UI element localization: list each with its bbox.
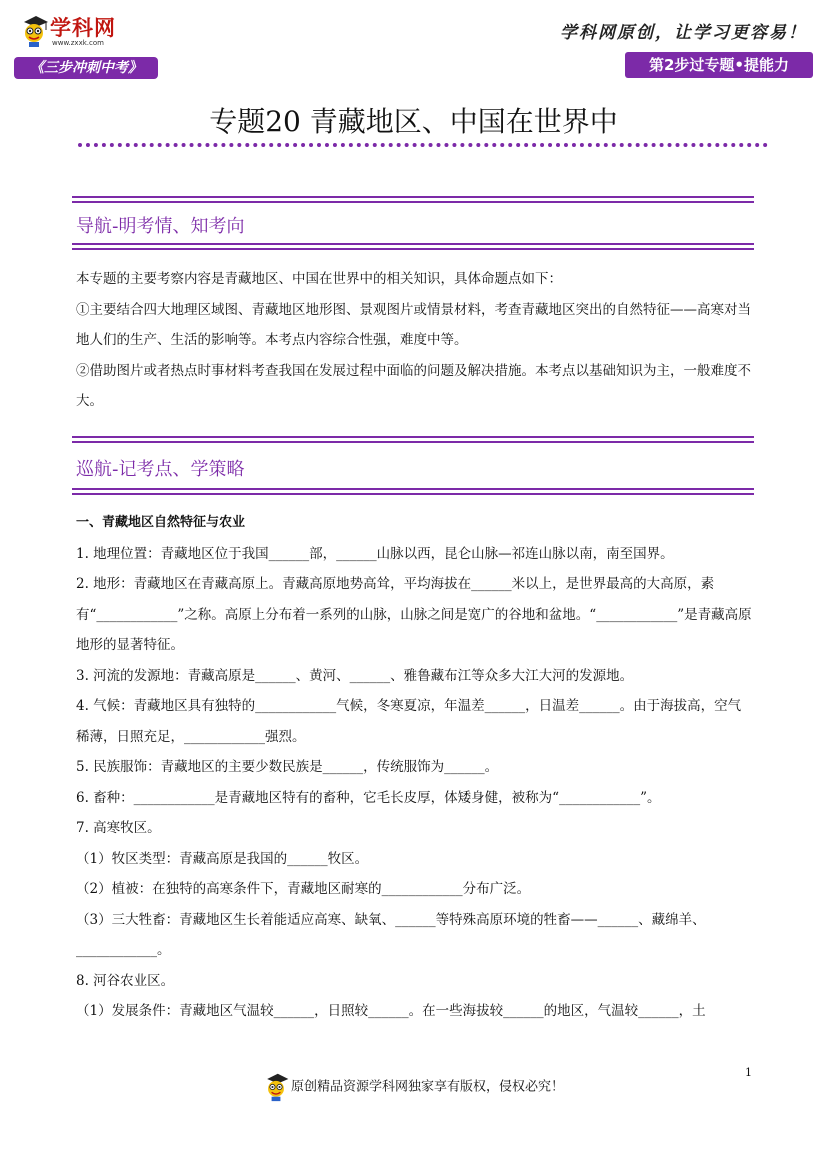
list-item: 6. 畜种：____________是青藏地区特有的畜种，它毛长皮厚，体矮身健，被称为“____________”。 (76, 789, 661, 806)
list-item: （2）植被：在独特的高寒条件下，青藏地区耐寒的____________分布广泛。 (76, 881, 531, 897)
sub-heading: 一、青藏地区自然特征与农业 (76, 515, 246, 530)
list-item: 2. 地形：青藏地区在青藏高原上。青藏高原地势高耸，平均海拔在______米以上，是世界最高的大高原，素有“____________”之称。高原上分布着一系列的山脉，山脉之间是宽广的谷地和盆地。“____________”是青藏高原地形的显著特征。 (76, 576, 752, 653)
series-badge: 《三步冲刺中考》 (14, 57, 158, 79)
section-title-xunhang: 巡航-记考点、学策略 (76, 459, 245, 480)
section-divider (72, 196, 754, 203)
paragraph: 本专题的主要考察内容是青藏地区、中国在世界中的相关知识，具体命题点如下： (76, 271, 562, 287)
list-item: （1）牧区类型：青藏高原是我国的______牧区。 (76, 850, 369, 867)
page-number: 1 (745, 1066, 752, 1079)
list-item: 3. 河流的发源地：青藏高原是______、黄河、______、雅鲁藏布江等众多大江大河的发源地。 (76, 667, 634, 684)
footer-text: 原创精品资源学科网独家享有版权，侵权必究！ (290, 1079, 564, 1095)
list-item: 7. 高寒牧区。 (76, 820, 161, 836)
list-item: （3）三大牲畜：青藏地区生长着能适应高寒、缺氧、______等特殊高原环境的牲畜——______、藏绵羊、____________。 (76, 911, 706, 958)
footer (0, 1072, 827, 1102)
list-item: 4. 气候：青藏地区具有独特的____________气候，冬寒夏凉，年温差______，日温差______。由于海拔高，空气稀薄，日照充足，____________强烈。 (76, 698, 742, 745)
section-divider (72, 436, 754, 443)
page-title: 专题20 青藏地区、中国在世界中 (209, 105, 618, 138)
list-item: 5. 民族服饰：青藏地区的主要少数民族是______，传统服饰为______。 (76, 759, 499, 775)
section-divider (72, 243, 754, 250)
mascot-icon (20, 14, 48, 48)
logo-url: www.zxxk.com (52, 39, 104, 47)
list-item: 8. 河谷农业区。 (76, 972, 175, 989)
mascot-icon (263, 1072, 289, 1102)
title-divider (78, 143, 768, 147)
xunhang-content (76, 508, 754, 1027)
daohang-content (76, 264, 754, 417)
paragraph: ①主要结合四大地理区域图、青藏地区地形图、景观图片或情景材料，考查青藏地区突出的自然特征——高寒对当地人们的生产、生活的影响等。本考点内容综合性强，难度中等。 (76, 301, 751, 348)
list-item: （1）发展条件：青藏地区气温较______，日照较______。在一些海拔较______的地区，气温较______，土 (76, 1003, 706, 1019)
list-item: 1. 地理位置：青藏地区位于我国______部，______山脉以西，昆仑山脉—祁连山脉以南，南至国界。 (76, 545, 674, 562)
section-title-daohang: 导航-明考情、知考向 (76, 216, 245, 237)
paragraph: ②借助图片或者热点时事材料考查我国在发展过程中面临的问题及解决措施。本考点以基础知识为主，一般难度不大。 (76, 362, 751, 409)
logo-text: 学科网 (50, 16, 116, 40)
step-badge: 第2步过专题•提能力 (625, 52, 813, 78)
slogan: 学科网原创，让学习更容易！ (560, 23, 807, 43)
section-divider (72, 488, 754, 495)
